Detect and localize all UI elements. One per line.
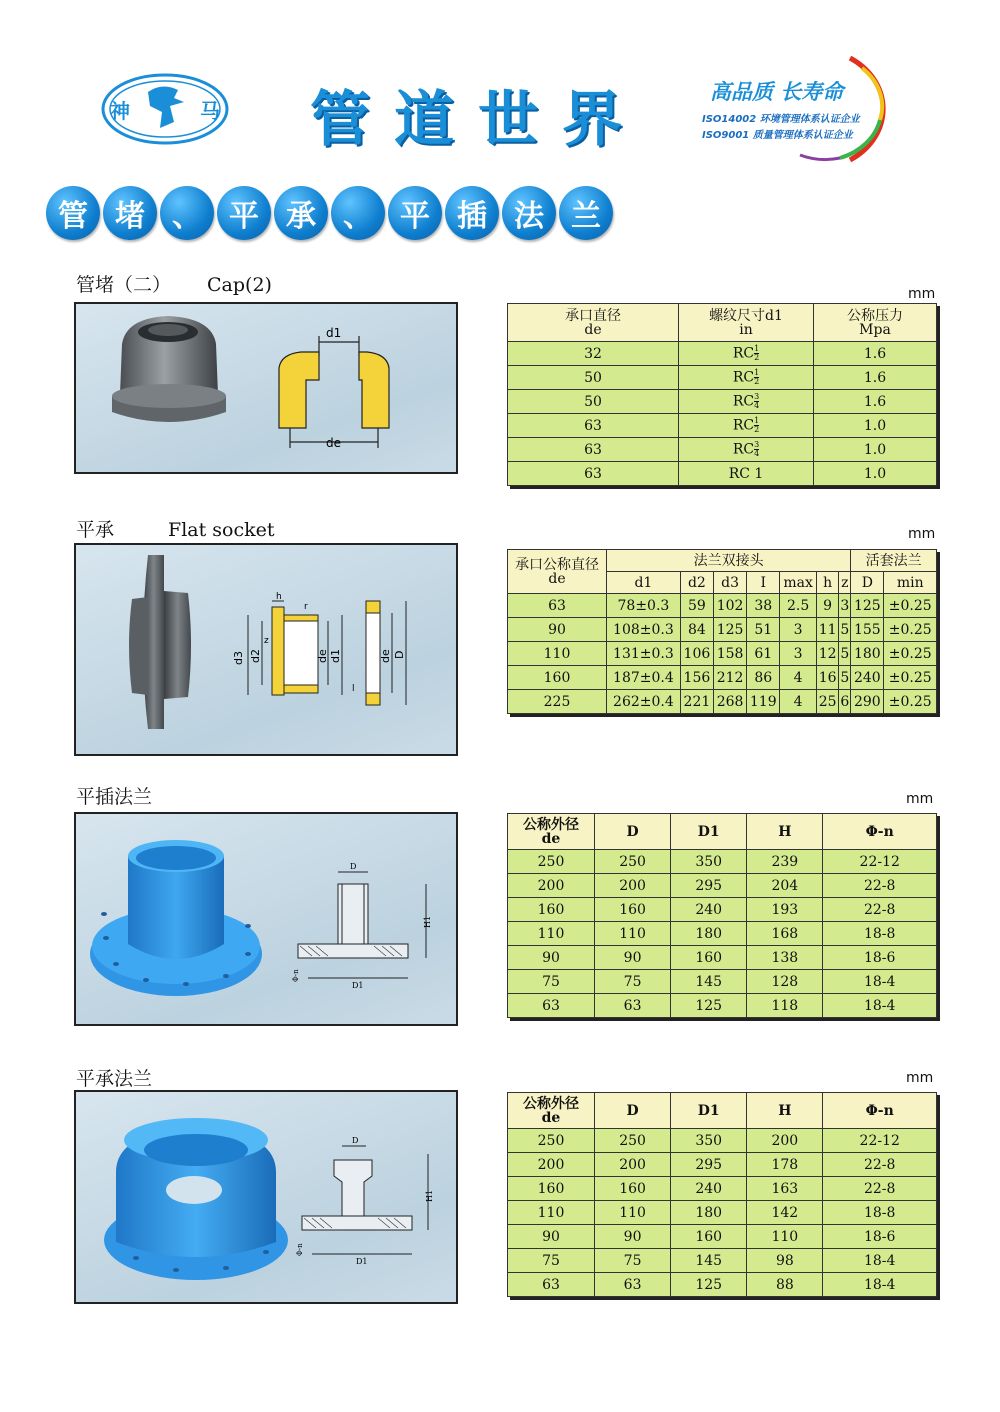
spigot-flange-cell: 22-8 [823, 874, 937, 898]
socket-flange-cell: 90 [595, 1225, 671, 1249]
socket-cell: 225 [508, 690, 607, 714]
socket-cell: 59 [680, 594, 713, 618]
thread-prefix: RC [732, 345, 755, 362]
cap-cell-pressure: 1.0 [814, 414, 937, 438]
title-char: 堵 [103, 186, 157, 240]
spigot-flange-header: D1 [671, 814, 747, 850]
spigot-flange-cell: 128 [747, 970, 823, 994]
socket-flange-cell: 22-8 [823, 1177, 937, 1201]
table-row [508, 666, 937, 690]
socket-cell: 268 [714, 690, 747, 714]
thread-prefix: RC 1 [728, 465, 764, 482]
socket-label-d2: d2 [249, 649, 262, 663]
socket-label-de-2: de [379, 649, 392, 663]
socket-cell: 84 [680, 618, 713, 642]
spigot-flange-cell: 204 [747, 874, 823, 898]
socket-title-en: Flat socket [168, 519, 275, 541]
socket-subheader: min [884, 572, 937, 594]
spigot-flange-cell: 193 [747, 898, 823, 922]
socket-flange-cell: 200 [595, 1153, 671, 1177]
socket-cell: 63 [508, 594, 607, 618]
socket-cell: 4 [780, 666, 817, 690]
socket-cell: 119 [747, 690, 780, 714]
socket-cell: 3 [839, 594, 851, 618]
cap-label-de: de [326, 436, 341, 450]
socket-cell: 108±0.3 [607, 618, 681, 642]
socket-cell: 102 [714, 594, 747, 618]
socket-cell: 86 [747, 666, 780, 690]
socket-cell: 240 [851, 666, 884, 690]
spigot-label-phi: Φ-n [292, 969, 300, 982]
socket-flange-header: D [595, 1093, 671, 1129]
spigot-flange-cell: 168 [747, 922, 823, 946]
table-row [508, 994, 937, 1018]
socket-subheader: h [816, 572, 839, 594]
socket-subheader: z [839, 572, 851, 594]
socket-image-panel [74, 543, 458, 756]
socket-title: 平承 [76, 519, 115, 541]
spigot-flange-cell: 138 [747, 946, 823, 970]
socket-cell: 38 [747, 594, 780, 618]
spigot-flange-cell: 200 [595, 874, 671, 898]
table-row [508, 1177, 937, 1201]
socket-cell: 187±0.4 [607, 666, 681, 690]
socket-cell: ±0.25 [884, 666, 937, 690]
table-row [508, 1249, 937, 1273]
cap-cell-thread [679, 390, 814, 414]
socket-cell: 78±0.3 [607, 594, 681, 618]
cap-header-de: 承口直径 de [508, 304, 679, 342]
spigot-flange-spec-table [507, 813, 937, 1018]
socket-flange-cell: 160 [595, 1177, 671, 1201]
socket-flange-cell: 110 [595, 1201, 671, 1225]
socket-cell: 5 [839, 666, 851, 690]
table-row [508, 690, 937, 714]
cap-label-d1: d1 [326, 326, 342, 340]
socket-flange-cell: 163 [747, 1177, 823, 1201]
cap-cell-pressure: 1.0 [814, 462, 937, 486]
socket-flange-cell: 295 [671, 1153, 747, 1177]
spigot-flange-cell: 63 [508, 994, 595, 1018]
spigot-flange-cell: 110 [595, 922, 671, 946]
spigot-flange-cell: 145 [671, 970, 747, 994]
socket-cell: 5 [839, 642, 851, 666]
socket-flange-cell: 142 [747, 1201, 823, 1225]
spigot-flange-section-title: 平插法兰 [76, 786, 153, 808]
socket-flange-spec-table [507, 1092, 937, 1297]
socket-flange-label-H1: H1 [425, 1189, 434, 1202]
socket-cell: 2.5 [780, 594, 817, 618]
cap-cell-thread [679, 462, 814, 486]
cap-cell-thread [679, 438, 814, 462]
spigot-flange-cell: 160 [671, 946, 747, 970]
socket-flange-cell: 22-12 [823, 1129, 937, 1153]
thread-prefix: RC [732, 441, 755, 458]
table-row [508, 618, 937, 642]
table-row [508, 594, 937, 618]
socket-cell: 90 [508, 618, 607, 642]
socket-cell: 156 [680, 666, 713, 690]
cap-header-thread: 螺纹尺寸d1 in [679, 304, 814, 342]
socket-flange-header: D1 [671, 1093, 747, 1129]
spigot-flange-cell: 180 [671, 922, 747, 946]
socket-flange-label-D1: D1 [356, 1257, 368, 1266]
socket-label-h: h [276, 592, 282, 602]
socket-cell: 16 [816, 666, 839, 690]
category-title [46, 186, 613, 240]
spigot-flange-cell: 250 [595, 850, 671, 874]
socket-flange-cell: 18-6 [823, 1225, 937, 1249]
socket-flange-cell: 110 [747, 1225, 823, 1249]
spigot-flange-cell: 240 [671, 898, 747, 922]
table-row [508, 462, 937, 486]
cap-cell-de: 50 [508, 390, 679, 414]
socket-flange-cell: 180 [671, 1201, 747, 1225]
spigot-flange-cell: 110 [508, 922, 595, 946]
socket-subheader: d3 [714, 572, 747, 594]
socket-flange-cell: 250 [595, 1129, 671, 1153]
socket-flange-cell: 200 [747, 1129, 823, 1153]
socket-subheader: D [851, 572, 884, 594]
cap-cell-pressure: 1.6 [814, 342, 937, 366]
spigot-flange-cell: 250 [508, 850, 595, 874]
title-char: 插 [445, 186, 499, 240]
socket-flange-image-panel [74, 1090, 458, 1304]
table-row [508, 414, 937, 438]
socket-subheader: d1 [607, 572, 681, 594]
socket-flange-cell: 75 [508, 1249, 595, 1273]
socket-spec-table [507, 549, 937, 714]
socket-label-l: l [352, 684, 355, 694]
socket-cell: 131±0.3 [607, 642, 681, 666]
socket-cell: 6 [839, 690, 851, 714]
table-row [508, 970, 937, 994]
socket-cell: 106 [680, 642, 713, 666]
spigot-flange-image-panel [74, 812, 458, 1026]
cap-title: 管堵（二） [76, 274, 172, 296]
table-row [508, 898, 937, 922]
table-row [508, 1153, 937, 1177]
spigot-flange-cell: 239 [747, 850, 823, 874]
socket-flange-cell: 160 [508, 1177, 595, 1201]
socket-cell: ±0.25 [884, 642, 937, 666]
thread-fraction: $\frac{1}{2}$ [754, 344, 760, 362]
socket-label-z: z [264, 636, 269, 646]
brand-logo [100, 72, 230, 146]
socket-cell: 9 [816, 594, 839, 618]
spigot-flange-cell: 18-4 [823, 994, 937, 1018]
table-row [508, 366, 937, 390]
cap-section-title [76, 270, 272, 297]
socket-label-d1: d1 [329, 649, 342, 663]
socket-flange-cell: 88 [747, 1273, 823, 1297]
table-row [508, 438, 937, 462]
socket-cell: 110 [508, 642, 607, 666]
socket-cell: 180 [851, 642, 884, 666]
spigot-flange-cell: 18-6 [823, 946, 937, 970]
socket-flange-cell: 240 [671, 1177, 747, 1201]
cap-unit: mm [908, 286, 936, 302]
spigot-flange-header-de: 公称外径 de [508, 814, 595, 850]
socket-label-r: r [304, 602, 308, 612]
cap-image-panel [74, 302, 458, 474]
spigot-flange-header: D [595, 814, 671, 850]
socket-label-d3: d3 [232, 651, 245, 665]
socket-flange-section-title: 平承法兰 [76, 1068, 153, 1090]
socket-cell: 212 [714, 666, 747, 690]
socket-cell: 155 [851, 618, 884, 642]
table-row [508, 1225, 937, 1249]
table-row [508, 1273, 937, 1297]
thread-prefix: RC [732, 369, 755, 386]
socket-flange-header-de: 公称外径 de [508, 1093, 595, 1129]
table-row [508, 1201, 937, 1225]
socket-cell: 25 [816, 690, 839, 714]
spigot-flange-cell: 118 [747, 994, 823, 1018]
socket-flange-cell: 160 [671, 1225, 747, 1249]
cap-cell-de: 32 [508, 342, 679, 366]
socket-flange-header: H [747, 1093, 823, 1129]
title-char: 、 [331, 186, 385, 240]
cap-cell-de: 63 [508, 414, 679, 438]
spigot-flange-cell: 22-12 [823, 850, 937, 874]
spigot-flange-cell: 350 [671, 850, 747, 874]
socket-cell: 5 [839, 618, 851, 642]
table-row [508, 874, 937, 898]
socket-flange-cell: 18-4 [823, 1273, 937, 1297]
spigot-flange-unit: mm [906, 791, 934, 807]
spigot-flange-cell: 160 [595, 898, 671, 922]
socket-flange-cell: 178 [747, 1153, 823, 1177]
brand-title: 管道世界 [310, 85, 646, 155]
socket-flange-cell: 350 [671, 1129, 747, 1153]
title-char: 承 [274, 186, 328, 240]
socket-header-de: 承口公称直径 de [508, 550, 607, 594]
cap-cell-thread [679, 414, 814, 438]
socket-cell: 262±0.4 [607, 690, 681, 714]
table-row [508, 946, 937, 970]
iso14002-text: ISO14002 环境管理体系认证企业 [702, 114, 860, 125]
socket-flange-cell: 98 [747, 1249, 823, 1273]
socket-flange-cell: 63 [508, 1273, 595, 1297]
socket-cell: 11 [816, 618, 839, 642]
spigot-flange-cell: 22-8 [823, 898, 937, 922]
socket-cell: 4 [780, 690, 817, 714]
table-row [508, 922, 937, 946]
socket-header-loose: 活套法兰 [851, 550, 937, 572]
socket-flange-header: Φ-n [823, 1093, 937, 1129]
thread-fraction: $\frac{3}{4}$ [754, 392, 760, 410]
cap-title-en: Cap(2) [207, 274, 272, 296]
socket-flange-cell: 90 [508, 1225, 595, 1249]
socket-flange-cell: 22-8 [823, 1153, 937, 1177]
socket-cell: 158 [714, 642, 747, 666]
spigot-flange-cell: 200 [508, 874, 595, 898]
spigot-flange-cell: 125 [671, 994, 747, 1018]
thread-fraction: $\frac{1}{2}$ [754, 368, 760, 386]
socket-subheader: I [747, 572, 780, 594]
spigot-flange-cell: 90 [508, 946, 595, 970]
socket-cell: 61 [747, 642, 780, 666]
spigot-flange-header: H [747, 814, 823, 850]
title-char: 平 [217, 186, 271, 240]
thread-fraction: $\frac{1}{2}$ [754, 416, 760, 434]
socket-cell: 290 [851, 690, 884, 714]
socket-flange-cell: 18-4 [823, 1249, 937, 1273]
cap-cell-de: 50 [508, 366, 679, 390]
socket-flange-cell: 145 [671, 1249, 747, 1273]
socket-cell: 3 [780, 642, 817, 666]
spigot-flange-cell: 160 [508, 898, 595, 922]
socket-section-title [76, 515, 275, 542]
cap-cell-thread [679, 342, 814, 366]
spigot-label-D1: D1 [352, 981, 364, 990]
socket-cell: 125 [714, 618, 747, 642]
socket-flange-label-D: D [352, 1136, 359, 1145]
spigot-flange-header: Φ-n [823, 814, 937, 850]
cap-cell-pressure: 1.0 [814, 438, 937, 462]
cap-cell-thread [679, 366, 814, 390]
socket-cell: 12 [816, 642, 839, 666]
spigot-flange-cell: 75 [508, 970, 595, 994]
table-row [508, 390, 937, 414]
title-char: 法 [502, 186, 556, 240]
iso9001-text: ISO9001 质量管理体系认证企业 [702, 130, 853, 141]
socket-flange-cell: 200 [508, 1153, 595, 1177]
spigot-label-D: D [350, 862, 357, 871]
socket-label-D: D [393, 650, 406, 659]
socket-subheader: max [780, 572, 817, 594]
socket-flange-cell: 75 [595, 1249, 671, 1273]
spigot-flange-cell: 18-4 [823, 970, 937, 994]
socket-flange-label-phi: Φ-n [296, 1243, 304, 1256]
logo-text-left: 神 [110, 99, 130, 123]
cap-cell-de: 63 [508, 462, 679, 486]
spigot-label-H1: H1 [423, 915, 432, 928]
title-char: 平 [388, 186, 442, 240]
socket-cell: 125 [851, 594, 884, 618]
socket-label-de: de [316, 649, 329, 663]
socket-cell: 3 [780, 618, 817, 642]
table-row [508, 342, 937, 366]
thread-fraction: $\frac{3}{4}$ [754, 440, 760, 458]
title-char: 、 [160, 186, 214, 240]
socket-cell: ±0.25 [884, 594, 937, 618]
socket-cell: 51 [747, 618, 780, 642]
spigot-flange-cell: 75 [595, 970, 671, 994]
socket-unit: mm [908, 526, 936, 542]
socket-flange-cell: 18-8 [823, 1201, 937, 1225]
socket-subheader: d2 [680, 572, 713, 594]
table-row [508, 642, 937, 666]
socket-header-double: 法兰双接头 [607, 550, 851, 572]
cap-cell-pressure: 1.6 [814, 390, 937, 414]
spigot-flange-cell: 295 [671, 874, 747, 898]
socket-cell: ±0.25 [884, 618, 937, 642]
logo-text-right: 马 [200, 99, 220, 123]
cap-cell-de: 63 [508, 438, 679, 462]
socket-cell: 160 [508, 666, 607, 690]
thread-prefix: RC [732, 417, 755, 434]
title-char: 管 [46, 186, 100, 240]
cap-spec-table [507, 303, 937, 486]
socket-cell: ±0.25 [884, 690, 937, 714]
socket-flange-cell: 250 [508, 1129, 595, 1153]
cap-cell-pressure: 1.6 [814, 366, 937, 390]
socket-flange-cell: 63 [595, 1273, 671, 1297]
socket-flange-unit: mm [906, 1070, 934, 1086]
socket-flange-cell: 125 [671, 1273, 747, 1297]
spigot-flange-cell: 63 [595, 994, 671, 1018]
slogan: 高品质 长寿命 [710, 80, 844, 104]
socket-cell: 221 [680, 690, 713, 714]
socket-flange-cell: 110 [508, 1201, 595, 1225]
thread-prefix: RC [732, 393, 755, 410]
spigot-flange-cell: 90 [595, 946, 671, 970]
spigot-flange-cell: 18-8 [823, 922, 937, 946]
table-row [508, 1129, 937, 1153]
title-char: 兰 [559, 186, 613, 240]
table-row [508, 850, 937, 874]
cap-header-pressure: 公称压力 Mpa [814, 304, 937, 342]
quality-badge [700, 50, 910, 165]
